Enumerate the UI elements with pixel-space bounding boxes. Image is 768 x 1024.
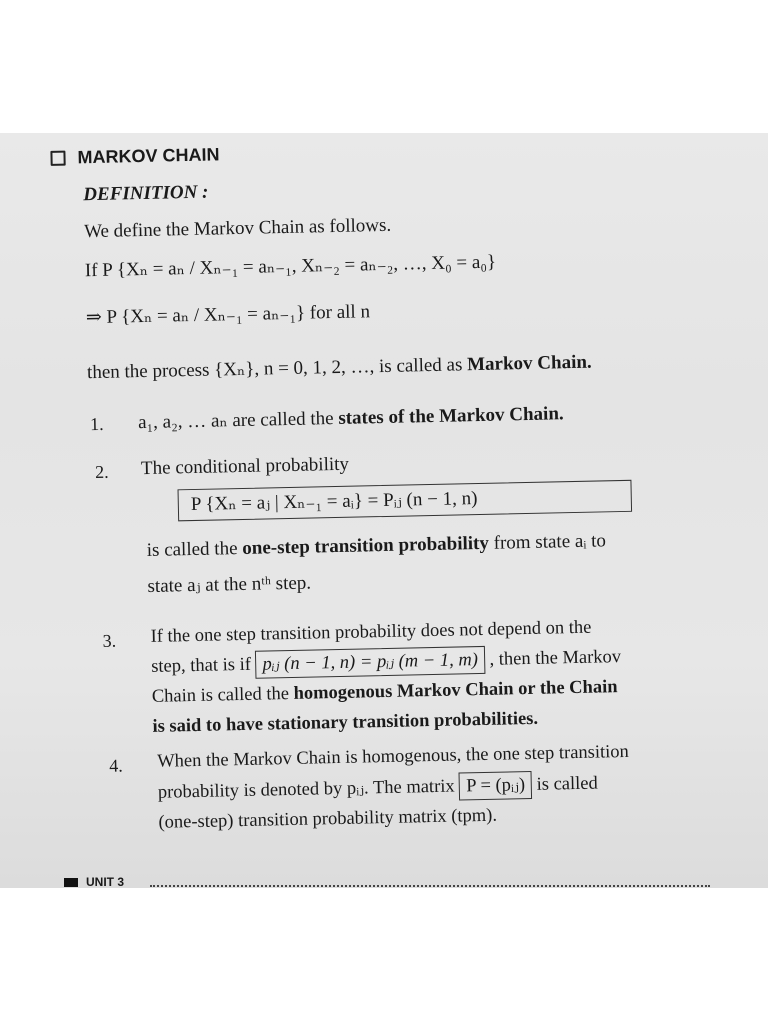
item-4-line1: When the Markov Chain is homogenous, the one step transition [157, 741, 629, 772]
section-heading [50, 144, 219, 169]
item-3-line2-suffix: , then the Markov [489, 647, 622, 670]
item-1-text [138, 402, 564, 434]
unit-label: UNIT 3 [86, 875, 125, 888]
item-number: 4. [109, 755, 123, 776]
item-3-line4: is said to have stationary transition probabilities. [152, 708, 539, 737]
item-4-line2-suffix: is called [536, 773, 598, 795]
square-bullet-icon [50, 151, 65, 166]
item-3-line1: If the one step transition probability does not depend on the [150, 617, 592, 647]
tpm-formula: P = (pᵢⱼ) [466, 775, 526, 797]
states-term: states of the Markov Chain. [338, 403, 564, 429]
transition-probability-formula-box [178, 480, 633, 522]
one-step-term: one-step transition probability [242, 532, 490, 559]
page-footer [64, 875, 124, 888]
footer-dotted-rule [150, 885, 710, 887]
then-text: then the process {Xₙ}, n = 0, 1, 2, …, is called as [86, 354, 468, 384]
item-2-line2: state aⱼ at the nᵗʰ step. [147, 572, 312, 597]
intro-text: We define the Markov Chain as follows. [83, 214, 392, 243]
item-number: 2. [94, 461, 109, 483]
page-content [0, 133, 768, 888]
definition-label: DEFINITION : [83, 181, 209, 206]
heading-text: MARKOV CHAIN [77, 144, 220, 168]
homogeneous-formula: pᵢⱼ (n − 1, n) = pᵢⱼ (m − 1, m) [262, 650, 479, 675]
then-line [87, 351, 592, 385]
states-prefix: a₁, a₂, … aₙ are called the [137, 407, 339, 434]
item-3-line2-prefix: step, that is if [151, 654, 252, 677]
item-2-text: The conditional probability [140, 453, 350, 480]
homogenous-term: homogenous Markov Chain or the Chain [293, 677, 618, 704]
item-2-after [147, 530, 607, 562]
transition-formula: P {Xₙ = aⱼ | Xₙ₋₁ = aᵢ} = Pᵢⱼ (n − 1, n) [190, 488, 478, 516]
item-number: 3. [102, 630, 117, 651]
item-4-line2-prefix: probability is denoted by pᵢⱼ. The matrix [157, 776, 455, 803]
item-number: 1. [89, 413, 104, 435]
after-suffix: from state aᵢ to [488, 530, 607, 554]
implies-formula: ⇒ P {Xₙ = aₙ / Xₙ₋₁ = aₙ₋₁} for all n [85, 301, 371, 329]
tpm-matrix-box [459, 771, 532, 801]
after-prefix: is called the [146, 537, 243, 561]
homogeneous-condition-box [255, 646, 485, 679]
if-formula: If P {Xₙ = aₙ / Xₙ₋₁ = aₙ₋₁, Xₙ₋₂ = aₙ₋₂, …, X₀ = a₀} [84, 251, 497, 282]
item-3-line3-prefix: Chain is called the [151, 683, 294, 707]
markov-chain-term: Markov Chain. [466, 351, 592, 376]
footer-marker-icon [64, 878, 78, 887]
book-page [0, 133, 768, 888]
item-4-line3: (one-step) transition probability matrix (tpm). [158, 805, 498, 833]
